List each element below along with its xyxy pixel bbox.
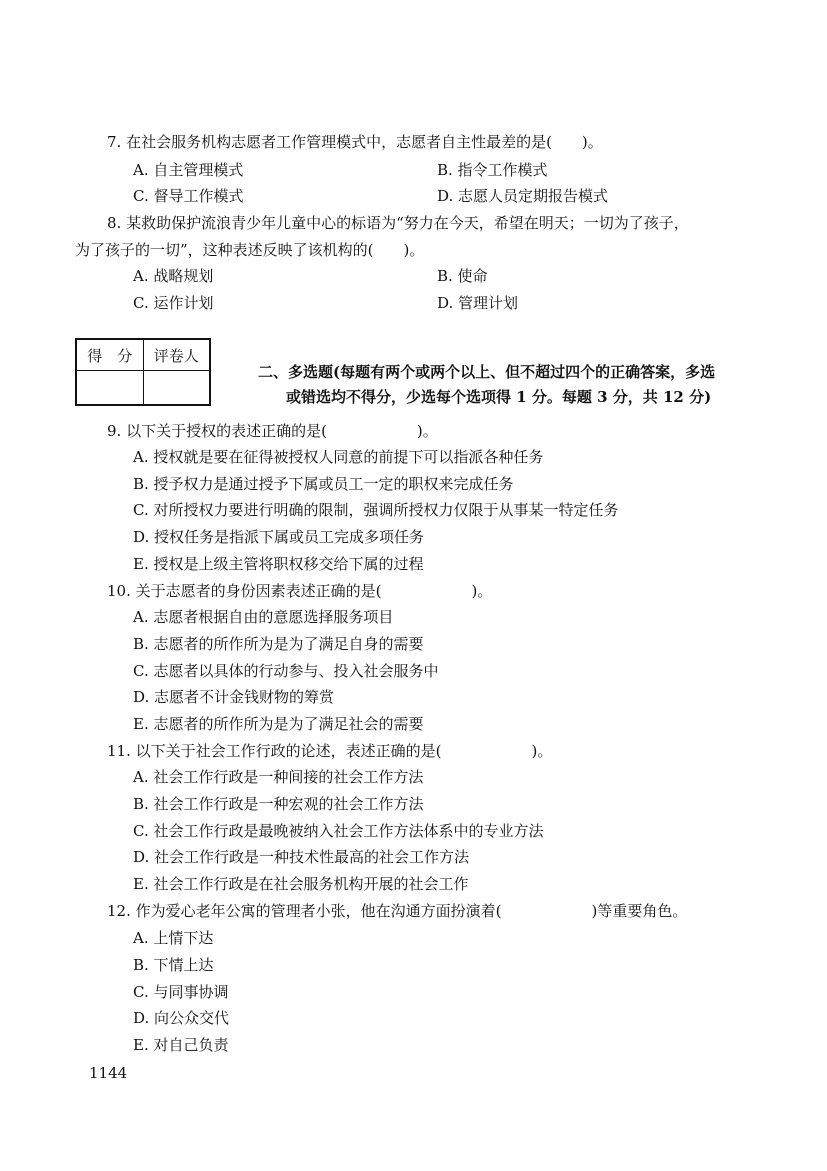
question-8-stem-line2: 为了孩子的一切”，这种表述反映了该机构的( )。 <box>75 241 425 259</box>
question-12-option-e: E. 对自己负责 <box>133 1036 229 1054</box>
question-7-option-b: B. 指令工作模式 <box>437 161 548 179</box>
question-9-option-d: D. 授权任务是指派下属或员工完成多项任务 <box>133 528 425 546</box>
question-9-option-a: A. 授权就是要在征得被授权人同意的前提下可以指派各种任务 <box>133 448 544 466</box>
question-7-stem: 7. 在社会服务机构志愿者工作管理模式中，志愿者自主性最差的是( )。 <box>107 133 603 151</box>
section-2-title-line1: 二、多选题(每题有两个或两个以上、但不超过四个的正确答案，多选 <box>258 363 716 381</box>
question-10-option-d: D. 志愿者不计金钱财物的筹赏 <box>133 688 335 706</box>
question-10-stem: 10. 关于志愿者的身份因素表述正确的是( )。 <box>107 582 493 600</box>
score-box <box>75 338 211 406</box>
question-7-option-d: D. 志愿人员定期报告模式 <box>437 187 609 205</box>
page-number: 1144 <box>89 1064 128 1082</box>
question-9-option-e: E. 授权是上级主管将职权移交给下属的过程 <box>133 555 424 573</box>
question-8-stem-line1: 8. 某救助保护流浪青少年儿童中心的标语为“努力在今天，希望在明天；一切为了孩子， <box>107 214 689 232</box>
question-11-option-d: D. 社会工作行政是一种技术性最高的社会工作方法 <box>133 848 470 866</box>
question-8-option-b: B. 使命 <box>437 267 488 285</box>
reviewer-cell <box>143 371 210 406</box>
question-8-option-a: A. 战略规划 <box>133 267 214 285</box>
score-label: 得 分 <box>76 339 143 371</box>
question-12-option-b: B. 下情上达 <box>133 956 214 974</box>
question-10-option-b: B. 志愿者的所作所为是为了满足自身的需要 <box>133 635 424 653</box>
question-11-option-c: C. 社会工作行政是最晚被纳入社会工作方法体系中的专业方法 <box>133 822 544 840</box>
question-12-option-c: C. 与同事协调 <box>133 983 229 1001</box>
question-7-option-a: A. 自主管理模式 <box>133 161 244 179</box>
question-12-stem: 12. 作为爱心老年公寓的管理者小张，他在沟通方面扮演着( )等重要角色。 <box>107 902 688 920</box>
question-10-option-a: A. 志愿者根据自由的意愿选择服务项目 <box>133 608 394 626</box>
question-9-option-b: B. 授予权力是通过授予下属或员工一定的职权来完成任务 <box>133 475 514 493</box>
question-10-option-c: C. 志愿者以具体的行动参与、投入社会服务中 <box>133 662 439 680</box>
question-8-option-c: C. 运作计划 <box>133 294 214 312</box>
reviewer-label: 评卷人 <box>143 339 210 371</box>
question-11-option-a: A. 社会工作行政是一种间接的社会工作方法 <box>133 768 424 786</box>
score-cell <box>76 371 143 406</box>
question-8-option-d: D. 管理计划 <box>437 294 519 312</box>
question-11-stem: 11. 以下关于社会工作行政的论述，表述正确的是( )。 <box>107 742 553 760</box>
section-2-title-line2: 或错选均不得分，少选每个选项得 1 分。每题 3 分，共 12 分) <box>286 388 712 406</box>
question-9-option-c: C. 对所授权力要进行明确的限制，强调所授权力仅限于从事某一特定任务 <box>133 501 619 519</box>
question-11-option-e: E. 社会工作行政是在社会服务机构开展的社会工作 <box>133 875 469 893</box>
question-11-option-b: B. 社会工作行政是一种宏观的社会工作方法 <box>133 795 424 813</box>
question-9-stem: 9. 以下关于授权的表述正确的是( )。 <box>107 422 438 440</box>
question-12-option-d: D. 向公众交代 <box>133 1009 230 1027</box>
question-10-option-e: E. 志愿者的所作所为是为了满足社会的需要 <box>133 715 424 733</box>
question-12-option-a: A. 上情下达 <box>133 929 214 947</box>
question-7-option-c: C. 督导工作模式 <box>133 187 244 205</box>
